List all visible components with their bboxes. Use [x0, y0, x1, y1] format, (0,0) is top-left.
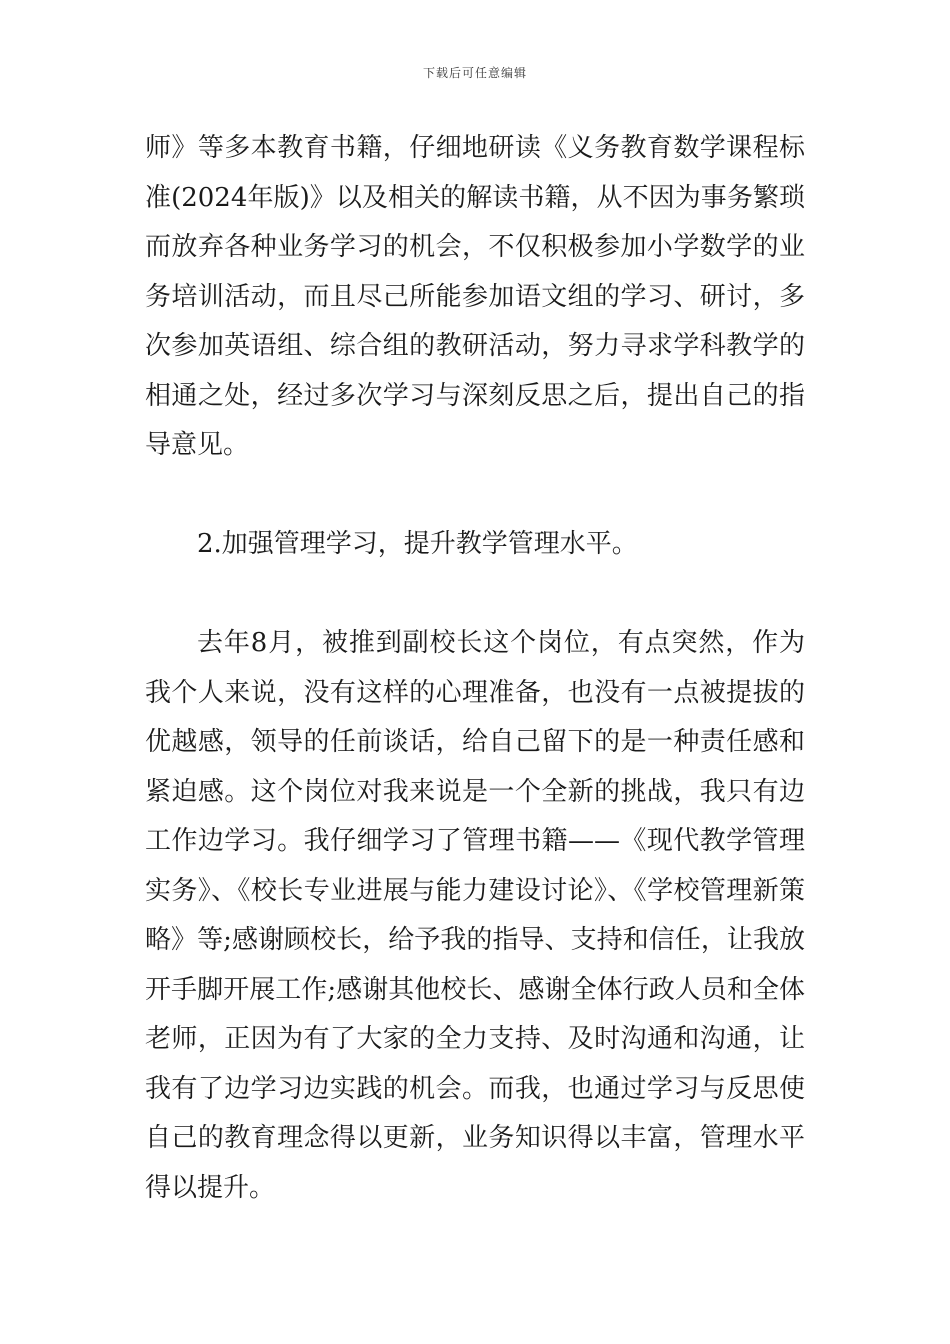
paragraph-gap	[145, 570, 805, 620]
paragraph-reading-study: 师》等多本教育书籍，仔细地研读《义务教育数学课程标准(2024年版)》以及相关的解读书籍，从不因为事务繁琐而放弃各种业务学习的机会，不仅积极参加小学数学的业务培训活动，而且尽己所能参加语文组的学习、研讨，多次参加英语组、综合组的教研活动，努力寻求学科教学的相通之处，经过多次学习与深刻反思之后，提出自己的指导意见。	[145, 133, 805, 460]
page-header-note: 下载后可任意编辑	[422, 66, 527, 80]
paragraph-gap	[145, 471, 805, 521]
document-body	[145, 124, 805, 1213]
section-heading-management-study: 2.加强管理学习，提升教学管理水平。	[197, 529, 638, 559]
paragraph-vice-principal-role: 去年8月，被推到副校长这个岗位，有点突然，作为我个人来说，没有这样的心理准备，也没有一点被提拔的优越感，领导的任前谈话，给自己留下的是一种责任感和紧迫感。这个岗位对我来说是一个全新的挑战，我只有边工作边学习。我仔细学习了管理书籍——《现代教学管理实务》、《校长专业进展与能力建设讨论》、《学校管理新策略》等;感谢顾校长，给予我的指导、支持和信任，让我放开手脚开展工作;感谢其他校长、感谢全体行政人员和全体老师，正因为有了大家的全力支持、及时沟通和沟通，让我有了边学习边实践的机会。而我，也通过学习与反思使自己的教育理念得以更新，业务知识得以丰富，管理水平得以提升。	[145, 628, 805, 1203]
